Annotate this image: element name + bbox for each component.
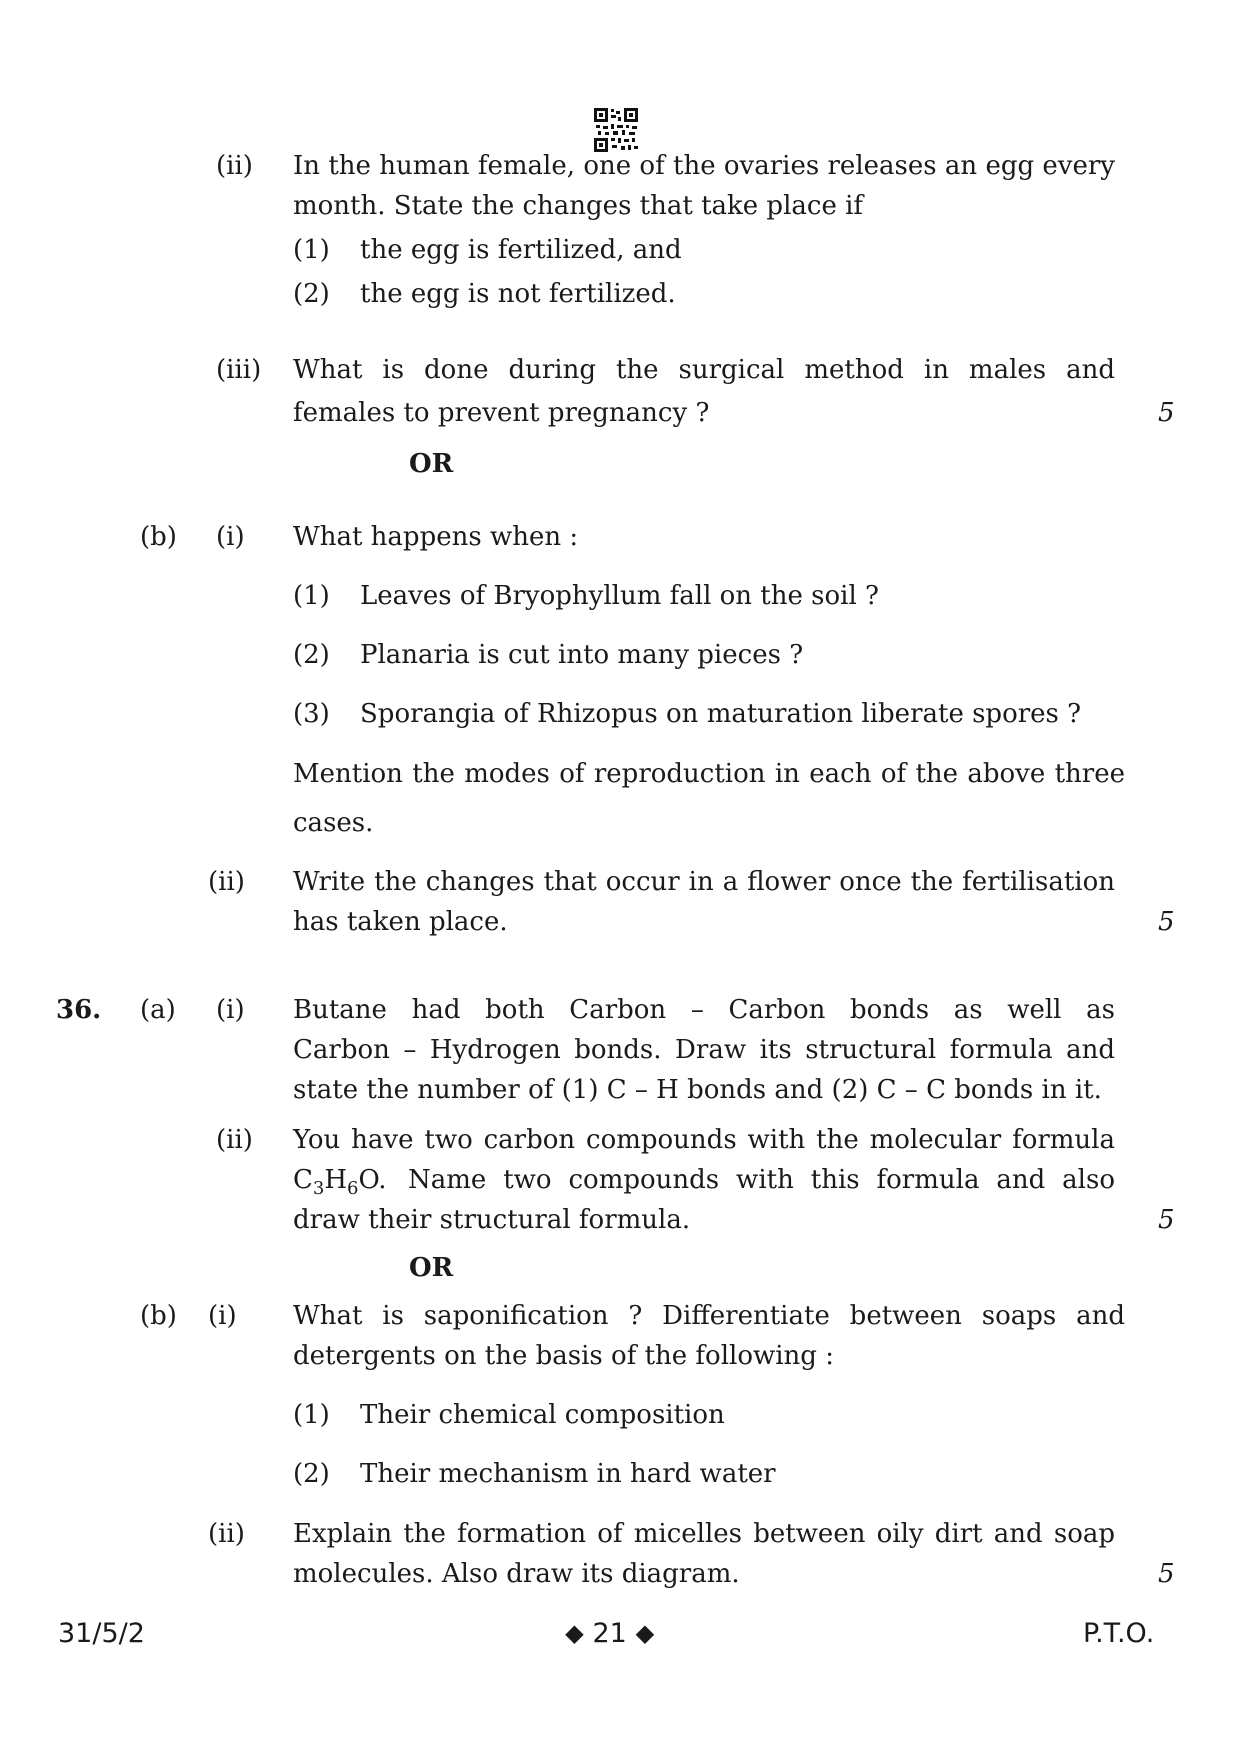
item-text: Planaria is cut into many pieces ?	[360, 640, 804, 670]
question-text: Name two compounds with this formula and also	[408, 1165, 1115, 1195]
marks: 5	[1158, 1205, 1175, 1235]
question-text: What happens when :	[293, 522, 579, 552]
subpart-number: (iii)	[216, 355, 262, 385]
item-text: Sporangia of Rhizopus on maturation liberate spores ?	[360, 699, 1082, 729]
subpart-number: (ii)	[208, 1519, 245, 1549]
item-text: the egg is fertilized, and	[360, 235, 682, 265]
item-number: (1)	[293, 235, 330, 265]
question-text: Explain the formation of micelles between oily dirt and soap	[293, 1519, 1115, 1549]
page-number: ⬥ 21 ⬥	[565, 1618, 655, 1649]
subpart-number: (i)	[216, 522, 245, 552]
question-text: Carbon – Hydrogen bonds. Draw its structural formula and	[293, 1035, 1115, 1065]
item-text: Their chemical composition	[360, 1400, 725, 1430]
marks: 5	[1158, 907, 1175, 937]
paper-code: 31/5/2	[58, 1618, 145, 1649]
question-text: month. State the changes that take place if	[293, 191, 864, 221]
ornament-left-icon: ⬥	[565, 1618, 584, 1649]
item-number: (2)	[293, 640, 330, 670]
item-text: Their mechanism in hard water	[360, 1459, 776, 1489]
molecular-formula: $C_3H_6O$.	[293, 1165, 387, 1200]
or-separator: OR	[409, 1253, 454, 1283]
item-number: (2)	[293, 279, 330, 309]
item-number: (1)	[293, 581, 330, 611]
question-text: has taken place.	[293, 907, 508, 937]
question-text: cases.	[293, 808, 374, 838]
question-text: In the human female, one of the ovaries releases an egg every	[293, 151, 1115, 181]
question-number: 36.	[56, 995, 102, 1025]
subpart-number: (i)	[208, 1301, 237, 1331]
question-text: You have two carbon compounds with the molecular formula	[293, 1125, 1115, 1155]
item-number: (2)	[293, 1459, 330, 1489]
part-label: (b)	[140, 522, 177, 552]
question-text: Butane had both Carbon – Carbon bonds as well as	[293, 995, 1115, 1025]
pto-label: P.T.O.	[1083, 1618, 1155, 1649]
item-text: the egg is not fertilized.	[360, 279, 676, 309]
question-text: state the number of (1) C – H bonds and (2) C – C bonds in it.	[293, 1075, 1102, 1105]
marks: 5	[1158, 1559, 1175, 1589]
question-text: Write the changes that occur in a flower once the fertilisation	[293, 867, 1115, 897]
part-label: (b)	[140, 1301, 177, 1331]
subpart-number: (ii)	[216, 1125, 253, 1155]
marks: 5	[1158, 398, 1175, 428]
item-text: Leaves of Bryophyllum fall on the soil ?	[360, 581, 879, 611]
question-text: detergents on the basis of the following :	[293, 1341, 834, 1371]
part-label: (a)	[140, 995, 176, 1025]
ornament-right-icon: ⬥	[635, 1618, 655, 1649]
question-text: draw their structural formula.	[293, 1205, 691, 1235]
item-number: (3)	[293, 699, 330, 729]
or-separator: OR	[409, 449, 454, 479]
question-text: molecules. Also draw its diagram.	[293, 1559, 740, 1589]
subpart-number: (i)	[216, 995, 245, 1025]
question-text: What is saponification ? Differentiate between soaps and	[293, 1301, 1125, 1331]
question-text: Mention the modes of reproduction in each of the above three	[293, 759, 1125, 789]
item-number: (1)	[293, 1400, 330, 1430]
subpart-number: (ii)	[216, 151, 253, 181]
question-text: females to prevent pregnancy ?	[293, 398, 710, 428]
subpart-number: (ii)	[208, 867, 245, 897]
question-text: What is done during the surgical method in males and	[293, 355, 1115, 385]
